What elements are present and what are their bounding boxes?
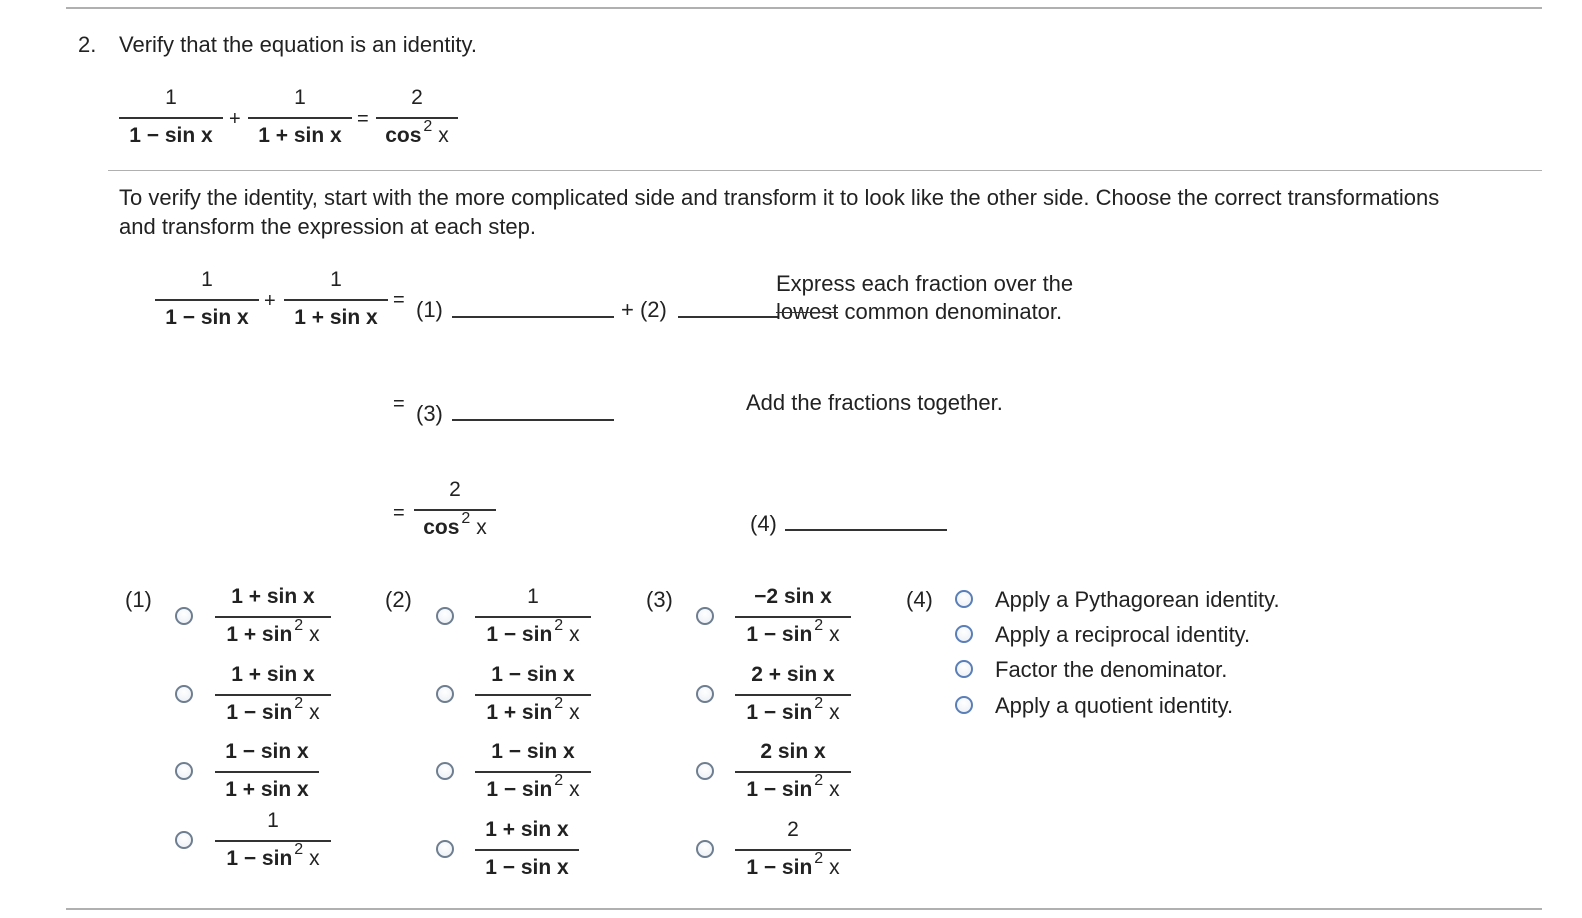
equation-left-fraction-1: 1 1 − sin x	[119, 86, 223, 148]
choice-4-b[interactable]: Apply a reciprocal identity.	[995, 622, 1251, 647]
choice-3-c-radio[interactable]	[696, 762, 714, 780]
work-fraction-2: 1 1 + sin x	[284, 268, 388, 330]
work-equals-c: =	[393, 502, 405, 524]
work-equals-a: =	[393, 289, 405, 311]
equation-left-fraction-2: 1 1 + sin x	[248, 86, 352, 148]
choice-group-2-label: (2)	[385, 587, 412, 612]
choice-3-c[interactable]: 2 sin x 1 − sin $^2$ x	[735, 740, 851, 802]
work-result-fraction: 2 cos $^2$ x	[414, 478, 496, 540]
choice-2-b-radio[interactable]	[436, 685, 454, 703]
choice-1-c[interactable]: 1 − sin x 1 + sin x	[215, 740, 319, 802]
choice-group-4-label: (4)	[906, 587, 933, 612]
blank-3-label: (3)	[416, 401, 443, 426]
choice-2-a-radio[interactable]	[436, 607, 454, 625]
choice-1-d[interactable]: 1 1 − sin $^2$ x	[215, 809, 331, 871]
equation-plus: +	[229, 108, 241, 130]
step-a-note-1: Express each fraction over the	[776, 271, 1074, 296]
choice-2-d[interactable]: 1 + sin x 1 − sin x	[475, 818, 579, 880]
work-fraction-1: 1 1 − sin x	[155, 268, 259, 330]
choice-2-c[interactable]: 1 − sin x 1 − sin $^2$ x	[475, 740, 591, 802]
choice-3-d-radio[interactable]	[696, 840, 714, 858]
choice-1-a[interactable]: 1 + sin x 1 + sin $^2$ x	[215, 585, 331, 647]
choice-1-b[interactable]: 1 + sin x 1 − sin $^2$ x	[215, 663, 331, 725]
choice-3-b-radio[interactable]	[696, 685, 714, 703]
choice-4-a-radio[interactable]	[955, 590, 973, 608]
equation-right-fraction: 2 cos $^2$ x	[376, 86, 458, 148]
choice-4-a[interactable]: Apply a Pythagorean identity.	[995, 587, 1280, 612]
choice-4-b-radio[interactable]	[955, 625, 973, 643]
blank-1-label: (1)	[416, 297, 443, 322]
choice-4-d[interactable]: Apply a quotient identity.	[995, 693, 1234, 718]
choice-2-a[interactable]: 1 1 − sin $^2$ x	[475, 585, 591, 647]
work-equals-b: =	[393, 393, 405, 415]
choice-group-1-label: (1)	[125, 587, 152, 612]
directions-line-2: and transform the expression at each step.	[119, 214, 537, 239]
choice-3-a-radio[interactable]	[696, 607, 714, 625]
bottom-divider	[66, 908, 1542, 910]
section-divider	[108, 170, 1542, 171]
blank-2-label: + (2)	[621, 297, 667, 322]
step-a-note-2: lowest common denominator.	[776, 299, 1063, 324]
choice-1-a-radio[interactable]	[175, 607, 193, 625]
blank-2[interactable]	[678, 316, 778, 318]
choice-3-d[interactable]: 2 1 − sin $^2$ x	[735, 818, 851, 880]
choice-3-b[interactable]: 2 + sin x 1 − sin $^2$ x	[735, 663, 851, 725]
directions-line-1: To verify the identity, start with the more complicated side and transform it to look like the other side. Choose the correct transformations	[119, 185, 1440, 210]
choice-1-b-radio[interactable]	[175, 685, 193, 703]
choice-2-d-radio[interactable]	[436, 840, 454, 858]
top-divider	[66, 7, 1542, 9]
choice-1-c-radio[interactable]	[175, 762, 193, 780]
choice-3-a[interactable]: −2 sin x 1 − sin $^2$ x	[735, 585, 851, 647]
problem-number: 2.	[78, 32, 97, 57]
equation-equals: =	[357, 108, 369, 130]
blank-4[interactable]	[785, 529, 947, 531]
blank-1[interactable]	[452, 316, 614, 318]
blank-3[interactable]	[452, 419, 614, 421]
choice-2-c-radio[interactable]	[436, 762, 454, 780]
choice-1-d-radio[interactable]	[175, 831, 193, 849]
blank-4-label: (4)	[750, 511, 777, 536]
choice-group-3-label: (3)	[646, 587, 673, 612]
choice-4-c-radio[interactable]	[955, 660, 973, 678]
step-b-note: Add the fractions together.	[746, 390, 1003, 415]
work-plus: +	[264, 290, 276, 312]
choice-4-d-radio[interactable]	[955, 696, 973, 714]
problem-instruction: Verify that the equation is an identity.	[119, 32, 477, 57]
choice-4-c[interactable]: Factor the denominator.	[995, 657, 1228, 682]
choice-2-b[interactable]: 1 − sin x 1 + sin $^2$ x	[475, 663, 591, 725]
